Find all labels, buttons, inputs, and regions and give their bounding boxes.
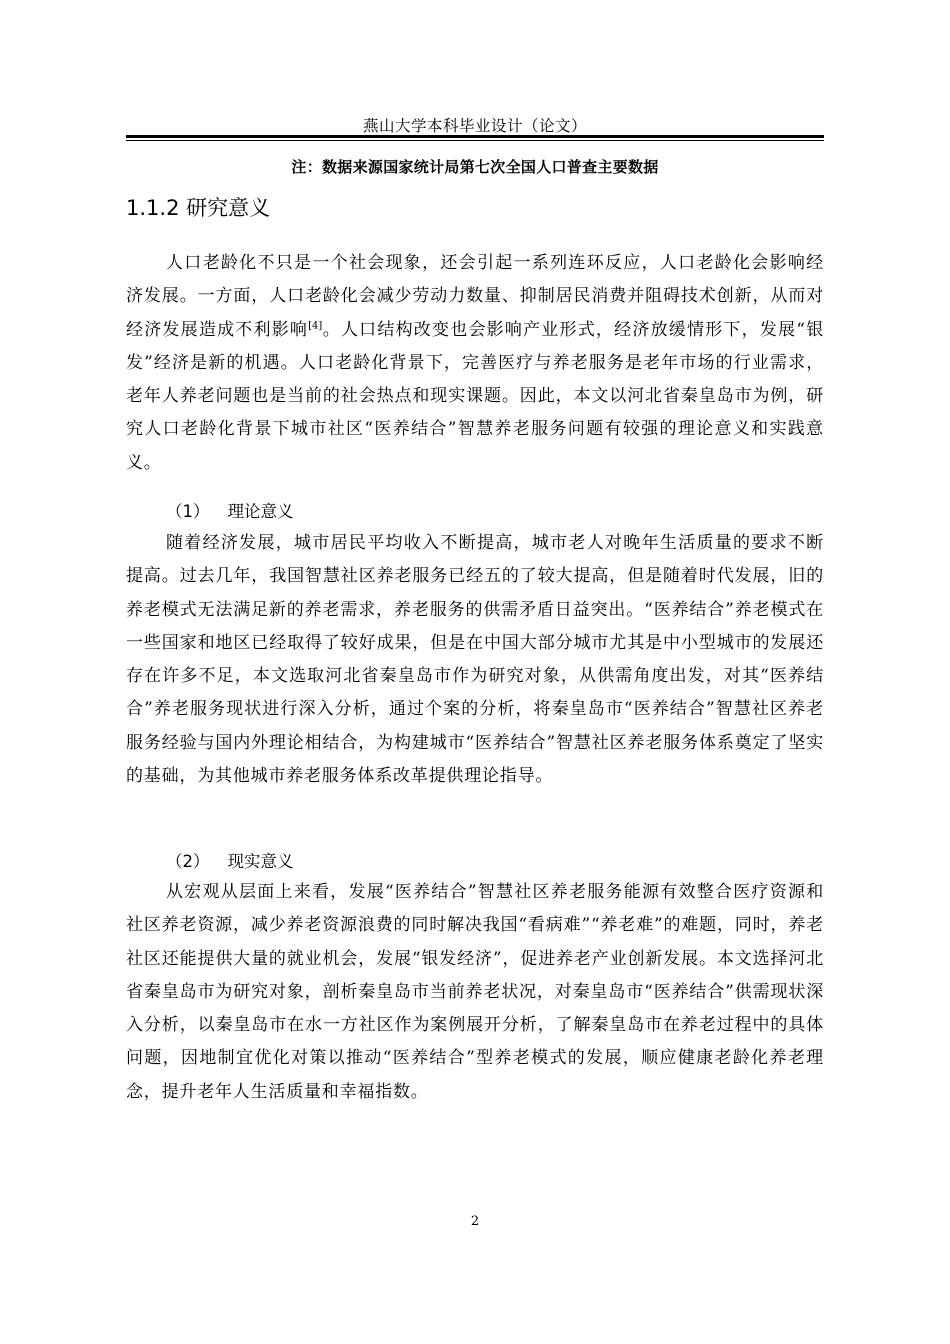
subheading-theory [166,498,294,522]
intro-paragraph [126,247,824,480]
data-source-note: 注：数据来源国家统计局第七次全国人口普查主要数据 [291,158,659,176]
subheading-number: （1） [166,502,210,521]
theory-paragraph: 随着经济发展，城市居民平均收入不断提高，城市老人对晚年生活质量的要求不断提高。过去几年，我国智慧社区养老服务已经五的了较大提高，但是随着时代发展，旧的养老模式无法满足新的养老需求，养老服务的供需矛盾日益突出。“医养结合”养老模式在一些国家和地区已经取得了较好成果，但是在中国大部分城市尤其是中小型城市的发展还存在许多不足，本文选取河北省秦皇岛市作为研究对象，从供需角度出发，对其“医养结合”养老服务现状进行深入分析，通过个案的分析，将秦皇岛市“医养结合”智慧社区养老服务经验与国内外理论相结合，为构建城市“医养结合”智慧社区养老服务体系奠定了坚实的基础，为其他城市养老服务体系改革提供理论指导。 [126,533,824,787]
practice-paragraph: 从宏观从层面上来看，发展“医养结合”智慧社区养老服务能源有效整合医疗资源和社区养老资源，减少养老资源浪费的同时解决我国“看病难”“养老难”的难题，同时，养老社区还能提供大量的就业机会，发展“银发经济”，促进养老产业创新发展。本文选择河北省秦皇岛市为研究对象，剖析秦皇岛市当前养老状况，对秦皇岛市“医养结合”供需现状深入分析，以秦皇岛市在水一方社区作为案例展开分析，了解秦皇岛市在养老过程中的具体问题，因地制宜优化对策以推动“医养结合”型养老模式的发展，顺应健康老龄化养老理念，提升老年人生活质量和幸福指数。 [126,882,824,1102]
running-header: 燕山大学本科毕业设计（论文） [362,117,587,135]
subheading-title: 现实意义 [227,852,294,871]
subheading-number: （2） [166,852,210,871]
intro-text-part2: 。人口结构改变也会影响产业形式，经济放缓情形下，发展“银发”经济是新的机遇。人口老龄化背景下，完善医疗与养老服务是老年市场的行业需求，老年人养老问题也是当前的社会热点和现实课题。因此，本文以河北省秦皇岛市为例，研究人口老龄化背景下城市社区“医养结合”智慧养老服务问题有较强的理论意义和实践意义。 [126,319,824,473]
subheading-practice [166,848,294,872]
intro-text-part1: 人口老龄化不只是一个社会现象，还会引起一系列连环反应，人口老龄化会影响经济发展。一方面，人口老龄化会减少劳动力数量、抑制居民消费并阻碍技术创新，从而对经济发展造成不利影响 [126,253,824,340]
section-heading: 1.1.2 研究意义 [126,196,271,220]
citation-marker: [4] [308,319,323,331]
page-number: 2 [470,1214,480,1229]
header-rule-thick [126,135,824,138]
subheading-title: 理论意义 [227,502,294,521]
header-rule-thin [126,140,824,141]
